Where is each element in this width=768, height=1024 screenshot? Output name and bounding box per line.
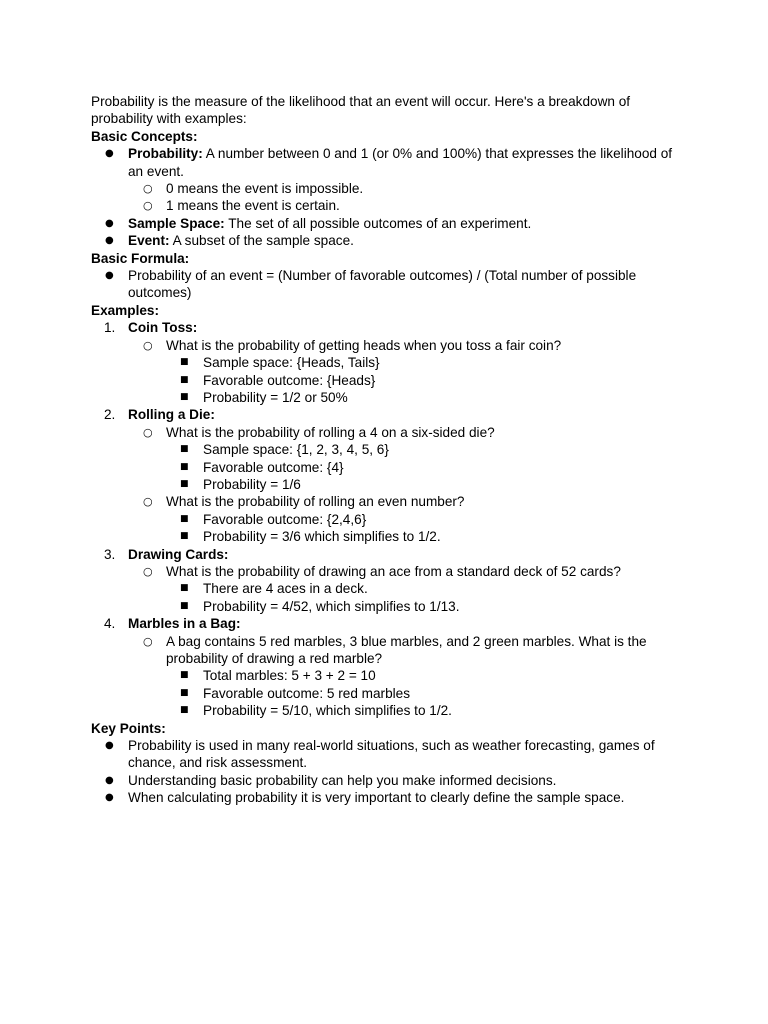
question-text: What is the probability of rolling a 4 on a six-sided die? [166, 424, 495, 440]
term-label: Event: [128, 233, 170, 249]
list-item [91, 702, 681, 719]
list-item [91, 772, 681, 789]
bullet-disc-icon: ● [105, 217, 114, 229]
example-title: Marbles in a Bag: [128, 616, 241, 632]
bullet-square-icon: ■ [180, 670, 189, 681]
examples-list [91, 319, 681, 719]
sub-sub-list [91, 667, 681, 719]
basic-formula-list [91, 267, 681, 302]
bullet-square-icon: ■ [180, 478, 189, 489]
example-title: Coin Toss: [128, 320, 198, 336]
basic-formula-heading: Basic Formula: [91, 250, 190, 266]
list-item [91, 737, 681, 772]
example-title: Drawing Cards: [128, 546, 229, 562]
list-number: 3. [104, 546, 116, 562]
list-item [91, 337, 681, 407]
list-item [91, 580, 681, 597]
example-item-marbles [91, 615, 681, 719]
example-item-rolling-die [91, 406, 681, 545]
list-item-text: Probability = 1/2 or 50% [203, 389, 348, 405]
sub-sub-list [91, 580, 681, 615]
list-number: 1. [104, 320, 116, 336]
bullet-circle-icon: ○ [143, 182, 153, 196]
list-item [91, 372, 681, 389]
list-item-text: Favorable outcome: {2,4,6} [203, 511, 367, 527]
bullet-square-icon: ■ [180, 444, 189, 455]
list-item [91, 528, 681, 545]
list-item-text: Probability = 4/52, which simplifies to 1/13. [203, 598, 460, 614]
question-text: What is the probability of drawing an ace from a standard deck of 52 cards? [166, 563, 621, 579]
list-item-text: Understanding basic probability can help you make informed decisions. [128, 772, 557, 788]
list-item [91, 476, 681, 493]
list-item [91, 389, 681, 406]
bullet-disc-icon: ● [105, 148, 114, 160]
sub-list [91, 337, 681, 407]
bullet-circle-icon: ○ [143, 634, 153, 648]
document-body [91, 93, 681, 807]
bullet-square-icon: ■ [180, 374, 189, 385]
list-item [91, 354, 681, 371]
bullet-circle-icon: ○ [143, 564, 153, 578]
list-item [91, 633, 681, 720]
example-title: Rolling a Die: [128, 407, 215, 423]
question-text: A bag contains 5 red marbles, 3 blue marbles, and 2 green marbles. What is the probability of drawing a red marble? [166, 633, 647, 666]
sub-sub-list [91, 354, 681, 406]
list-item [91, 493, 681, 545]
example-item-coin-toss [91, 319, 681, 406]
list-item [91, 685, 681, 702]
key-points-heading: Key Points: [91, 720, 166, 736]
list-item-text: Favorable outcome: {4} [203, 459, 344, 475]
bullet-square-icon: ■ [180, 531, 189, 542]
bullet-square-icon: ■ [180, 357, 189, 368]
list-item [91, 180, 681, 197]
list-item [91, 267, 681, 302]
bullet-circle-icon: ○ [143, 425, 153, 439]
list-item [91, 197, 681, 214]
list-item [91, 667, 681, 684]
question-text: What is the probability of getting heads when you toss a fair coin? [166, 337, 562, 353]
term-definition: The set of all possible outcomes of an experiment. [224, 215, 532, 231]
sub-list [91, 633, 681, 720]
bullet-disc-icon: ● [105, 774, 114, 786]
list-item [91, 598, 681, 615]
list-item-text: Probability = 5/10, which simplifies to 1/2. [203, 703, 452, 719]
bullet-square-icon: ■ [180, 583, 189, 594]
list-item-text: 0 means the event is impossible. [166, 181, 364, 197]
term-definition: A number between 0 and 1 (or 0% and 100%) that expresses the likelihood of an event. [128, 146, 673, 179]
bullet-square-icon: ■ [180, 461, 189, 472]
list-item [91, 459, 681, 476]
list-item-text: Probability is used in many real-world situations, such as weather forecasting, games of chance, and risk assessment. [128, 738, 655, 771]
list-item-text: 1 means the event is certain. [166, 198, 340, 214]
term-definition: A subset of the sample space. [169, 233, 354, 249]
list-item-text: When calculating probability it is very important to clearly define the sample space. [128, 790, 625, 806]
bullet-square-icon: ■ [180, 687, 189, 698]
question-text: What is the probability of rolling an even number? [166, 494, 465, 510]
bullet-circle-icon: ○ [143, 199, 153, 213]
intro-paragraph: Probability is the measure of the likelihood that an event will occur. Here's a breakdown of probability with examples: [91, 94, 631, 127]
bullet-disc-icon: ● [105, 235, 114, 247]
list-item [91, 563, 681, 615]
list-item [91, 511, 681, 528]
sub-list [91, 563, 681, 615]
list-item-text: There are 4 aces in a deck. [203, 581, 368, 597]
sub-list [91, 424, 681, 546]
bullet-disc-icon: ● [105, 270, 114, 282]
list-item [91, 424, 681, 494]
key-points-list [91, 737, 681, 807]
example-item-drawing-cards [91, 546, 681, 616]
list-item-text: Total marbles: 5 + 3 + 2 = 10 [203, 668, 376, 684]
bullet-circle-icon: ○ [143, 495, 153, 509]
list-item [91, 232, 681, 249]
list-item-text: Sample space: {Heads, Tails} [203, 355, 380, 371]
bullet-square-icon: ■ [180, 600, 189, 611]
bullet-square-icon: ■ [180, 513, 189, 524]
basic-concepts-list [91, 145, 681, 249]
list-item-text: Probability = 1/6 [203, 476, 301, 492]
list-item [91, 145, 681, 215]
sub-sub-list [91, 441, 681, 493]
list-item-text: Sample space: {1, 2, 3, 4, 5, 6} [203, 442, 389, 458]
sub-sub-list [91, 511, 681, 546]
bullet-circle-icon: ○ [143, 338, 153, 352]
list-item [91, 215, 681, 232]
term-label: Sample Space: [128, 215, 225, 231]
examples-heading: Examples: [91, 302, 160, 318]
list-number: 4. [104, 616, 116, 632]
list-item-text: Probability = 3/6 which simplifies to 1/2. [203, 529, 441, 545]
list-item [91, 441, 681, 458]
list-number: 2. [104, 407, 116, 423]
list-item-text: Favorable outcome: {Heads} [203, 372, 376, 388]
bullet-square-icon: ■ [180, 391, 189, 402]
sub-list [91, 180, 681, 215]
formula-text: Probability of an event = (Number of favorable outcomes) / (Total number of possible outcomes) [128, 268, 637, 301]
bullet-square-icon: ■ [180, 705, 189, 716]
bullet-disc-icon: ● [105, 740, 114, 752]
list-item-text: Favorable outcome: 5 red marbles [203, 685, 411, 701]
list-item [91, 789, 681, 806]
term-label: Probability: [128, 146, 203, 162]
basic-concepts-heading: Basic Concepts: [91, 128, 198, 144]
bullet-disc-icon: ● [105, 792, 114, 804]
